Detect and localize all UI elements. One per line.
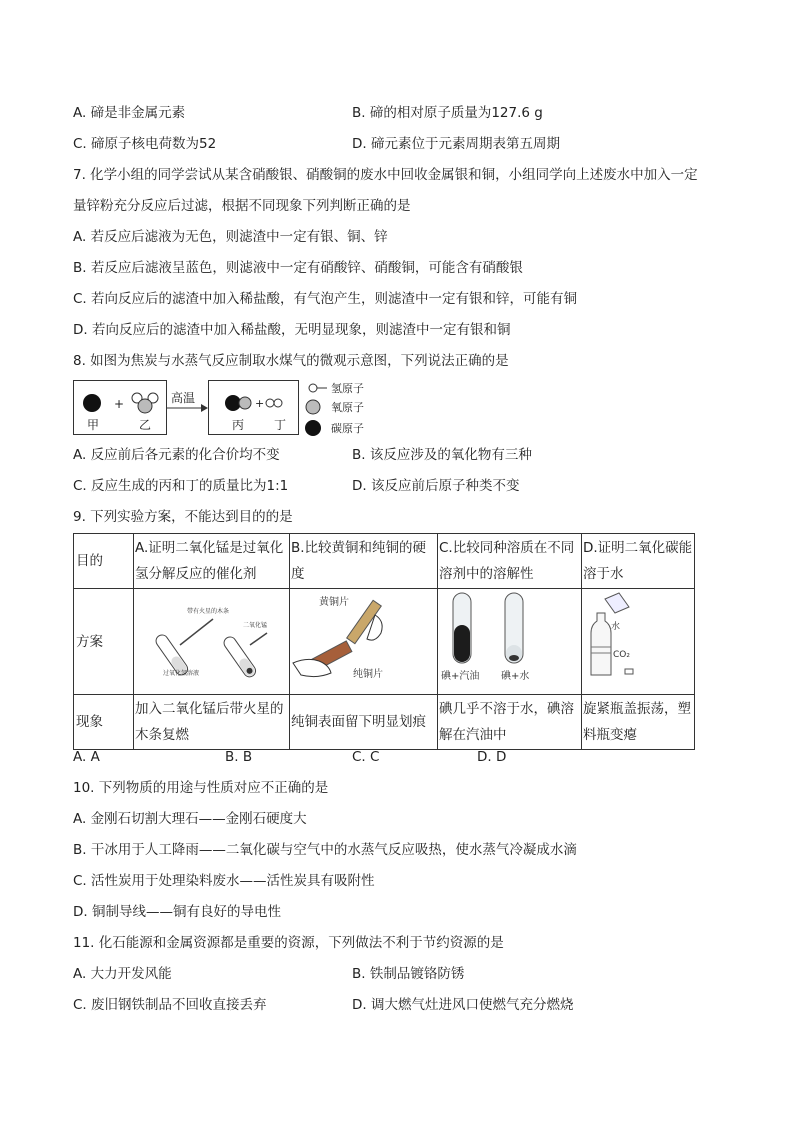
q9-option-c: C. C	[352, 749, 380, 765]
phenomenon-c: 碘几乎不溶于水，碘溶解在汽油中	[438, 695, 582, 750]
iodine-solubility-figure	[439, 589, 580, 685]
q9-stem: 9. 下列实验方案，不能达到目的的是	[73, 509, 293, 525]
q10-option-b: B. 干冰用于人工降雨——二氧化碳与空气中的水蒸气反应吸热，使水蒸气冷凝成水滴	[73, 842, 577, 858]
purpose-b: B.比较黄铜和纯铜的硬度	[290, 534, 438, 589]
label-brass: 黄铜片	[319, 597, 349, 608]
scheme-c-figure	[438, 589, 582, 695]
label-mno2: 二氧化锰	[243, 622, 268, 629]
label-copper: 纯铜片	[353, 669, 383, 680]
q10-stem: 10. 下列物质的用途与性质对应不正确的是	[73, 780, 329, 796]
label-co2: CO₂	[613, 650, 630, 660]
q8-plus-right: +	[255, 397, 265, 410]
legend-oxygen-icon	[306, 400, 320, 414]
q7-option-d: D. 若向反应后的滤渣中加入稀盐酸，无明显现象，则滤渣中一定有银和铜	[73, 322, 511, 338]
q7-stem-line1: 7. 化学小组的同学尝试从某含硝酸银、硝酸铜的废水中回收金属银和铜，小组同学向上述废水中加入一定	[73, 167, 698, 183]
row-header-scheme: 方案	[74, 589, 134, 695]
oxygen-atom	[239, 397, 251, 409]
q8-option-d: D. 该反应前后原子种类不变	[352, 478, 520, 494]
row-header-phenomenon: 现象	[74, 695, 134, 750]
q9-option-d: D. D	[477, 749, 507, 765]
legend-oxygen-label: 氧原子	[331, 401, 364, 414]
row-header-purpose: 目的	[74, 534, 134, 589]
purpose-a: A.证明二氧化锰是过氧化氢分解反应的催化剂	[134, 534, 290, 589]
brass-copper-scratch-figure	[291, 589, 436, 685]
q7-stem-line2: 量锌粉充分反应后过滤，根据不同现象下列判断正确的是	[73, 198, 411, 214]
scheme-a-figure	[134, 589, 290, 695]
q11-stem: 11. 化石能源和金属资源都是重要的资源，下列做法不利于节约资源的是	[73, 935, 504, 951]
oxygen-atom	[138, 399, 152, 413]
hydrogen-atom	[266, 399, 274, 407]
scheme-b-figure	[290, 589, 438, 695]
q8-stem: 8. 如图为焦炭与水蒸气反应制取水煤气的微观示意图，下列说法正确的是	[73, 353, 509, 369]
q11-option-c: C. 废旧钢铁制品不回收直接丢弃	[73, 997, 267, 1013]
q7-option-c: C. 若向反应后的滤渣中加入稀盐酸，有气泡产生，则滤渣中一定有银和锌，可能有铜	[73, 291, 578, 307]
label-iodine-gasoline: 碘+汽油	[441, 671, 480, 682]
q6-option-c: C. 碲原子核电荷数为52	[73, 136, 217, 152]
label-h2o2: 过氧化氢溶液	[163, 670, 200, 677]
q8-label-jia: 甲	[87, 418, 100, 432]
phenomenon-a: 加入二氧化锰后带火星的木条复燃	[134, 695, 290, 750]
legend-hydrogen-icon	[309, 384, 317, 392]
co2-bottle-figure	[583, 589, 693, 685]
q6-option-a: A. 碲是非金属元素	[73, 105, 186, 121]
label-water: 水	[611, 622, 621, 632]
q8-plus-left: +	[114, 397, 125, 411]
q9-experiment-table	[73, 533, 695, 750]
q11-option-b: B. 铁制品镀铬防锈	[352, 966, 465, 982]
q8-reaction-diagram	[73, 376, 393, 438]
phenomenon-b: 纯铜表面留下明显划痕	[290, 695, 438, 750]
q11-option-a: A. 大力开发风能	[73, 966, 172, 982]
legend-carbon-label: 碳原子	[331, 422, 364, 435]
q8-option-a: A. 反应前后各元素的化合价均不变	[73, 447, 280, 463]
purpose-d: D.证明二氧化碳能溶于水	[582, 534, 695, 589]
q9-option-a: A. A	[73, 749, 100, 765]
q10-option-d: D. 铜制导线——铜有良好的导电性	[73, 904, 281, 920]
q8-label-ding: 丁	[274, 418, 287, 432]
scheme-d-figure	[582, 589, 695, 695]
q8-label-bing: 丙	[232, 418, 245, 432]
q8-condition: 高温	[171, 391, 196, 405]
label-iodine-water: 碘+水	[501, 671, 530, 682]
purpose-c: C.比较同种溶质在不同溶剂中的溶解性	[438, 534, 582, 589]
q6-option-d: D. 碲元素位于元素周期表第五周期	[352, 136, 560, 152]
q8-label-yi: 乙	[139, 418, 152, 432]
q8-option-c: C. 反应生成的丙和丁的质量比为1:1	[73, 478, 289, 494]
phenomenon-d: 旋紧瓶盖振荡，塑料瓶变瘪	[582, 695, 695, 750]
q7-option-a: A. 若反应后滤液为无色，则滤渣中一定有银、铜、锌	[73, 229, 388, 245]
q10-option-c: C. 活性炭用于处理染料废水——活性炭具有吸附性	[73, 873, 375, 889]
carbon-atom	[83, 394, 101, 412]
legend-carbon-icon	[305, 420, 321, 436]
hydrogen-atom	[274, 399, 282, 407]
q8-option-b: B. 该反应涉及的氧化物有三种	[352, 447, 532, 463]
test-tube-catalyst-figure	[135, 589, 288, 685]
table-row	[74, 695, 695, 750]
label-splint: 带有火星的木条	[187, 608, 230, 615]
table-row	[74, 589, 695, 695]
q10-option-a: A. 金刚石切割大理石——金刚石硬度大	[73, 811, 307, 827]
q11-option-d: D. 调大燃气灶进风口使燃气充分燃烧	[352, 997, 574, 1013]
legend-hydrogen-label: 氢原子	[331, 382, 364, 395]
table-row	[74, 534, 695, 589]
q6-option-b: B. 碲的相对原子质量为127.6 g	[352, 105, 543, 121]
q7-option-b: B. 若反应后滤液呈蓝色，则滤液中一定有硝酸锌、硝酸铜，可能含有硝酸银	[73, 260, 523, 276]
q9-option-b: B. B	[225, 749, 253, 765]
